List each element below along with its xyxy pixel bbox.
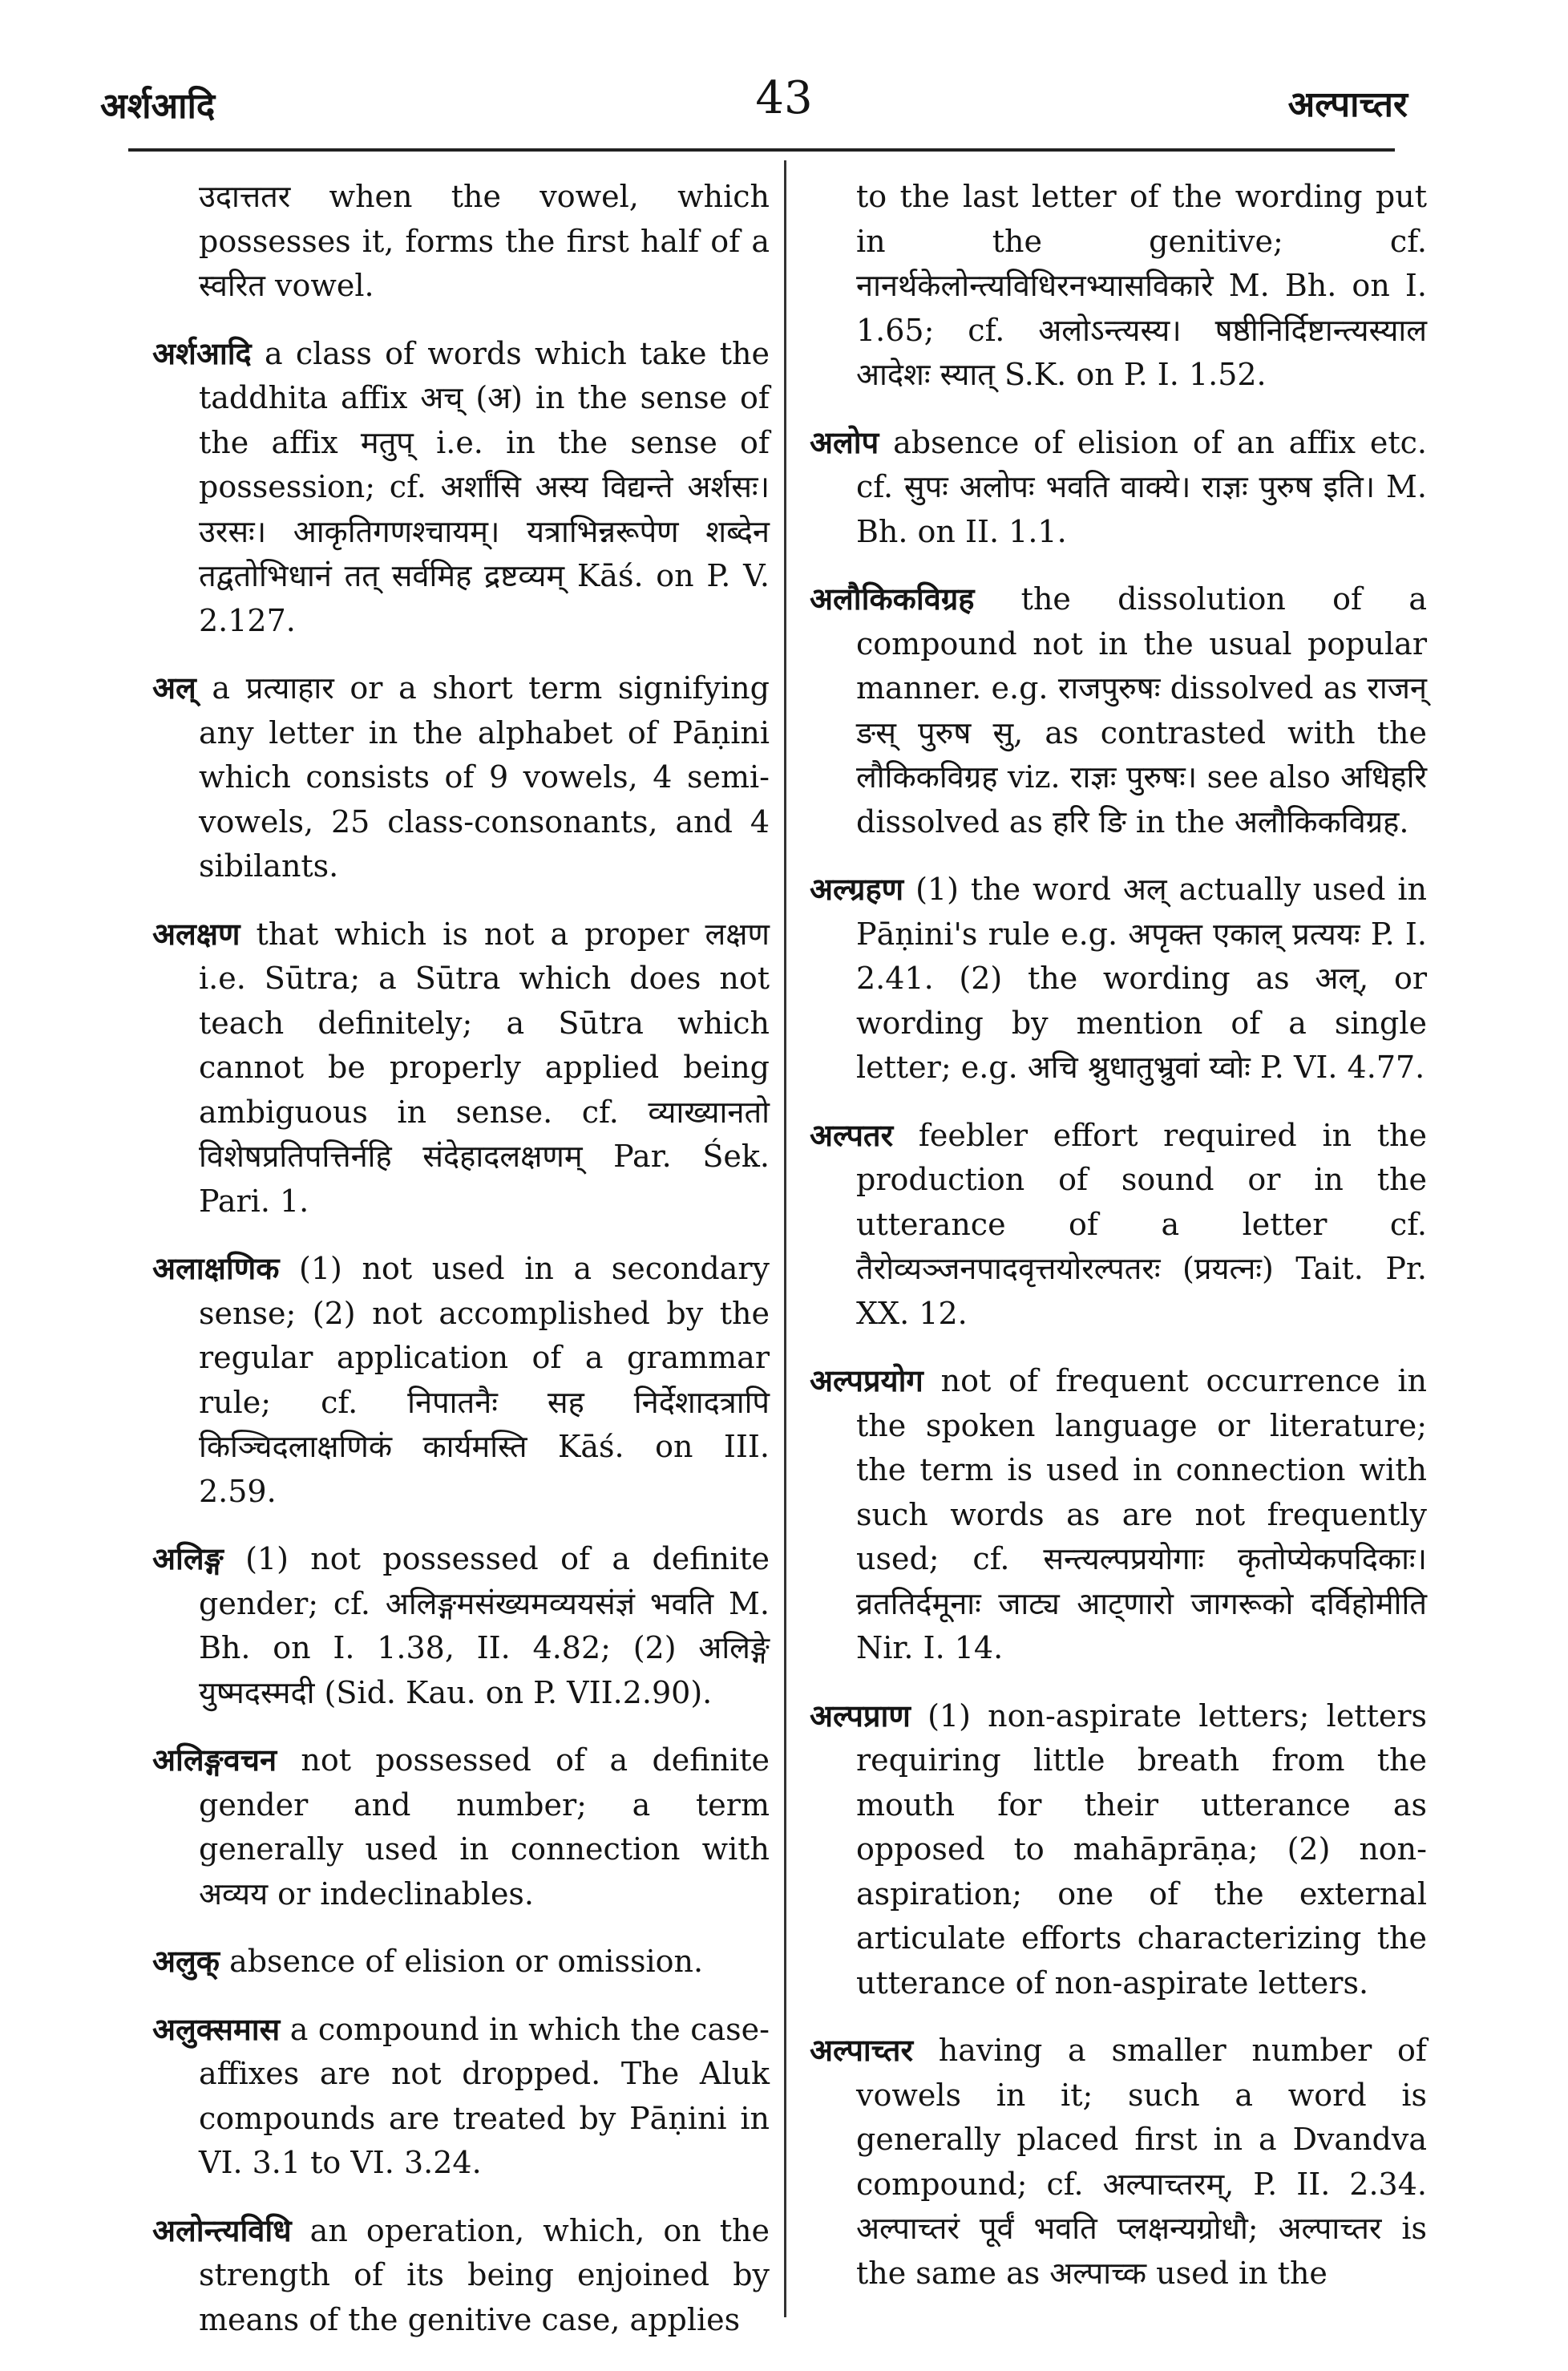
header-guide-word-left: अर्शआदि: [100, 86, 216, 127]
dictionary-entry: [152, 1738, 770, 1916]
entry-headword: अल्: [152, 670, 196, 706]
dictionary-entry: [152, 2007, 770, 2186]
entry-headword: अल्पप्रयोग: [810, 1362, 923, 1398]
entry-definition: the dissolution of a compound not in the usual popular manner. e.g. राजपुरुषः dissolved as राजन् ङस् पुरुष सु, as contrasted with the लौकिकविग्रह viz. राज्ञः पुरुषः। see also अधिहरि dissolved as हरि ङि in the अलौकिकविग्रह.: [856, 581, 1427, 840]
entry-headword: अलोप: [810, 423, 879, 460]
entry-headword: अलुक्: [152, 1943, 220, 1979]
entry-headword: अलोन्त्यविधि: [152, 2211, 292, 2248]
dictionary-entry: [810, 2028, 1427, 2296]
dictionary-entry: [810, 1113, 1427, 1337]
entry-headword: अलाक्षणिक: [152, 1250, 280, 1286]
entry-headword: अर्शआदि: [152, 334, 252, 371]
entry-definition: (1) not used in a secondary sense; (2) not accomplished by the regular application of a grammar rule; cf. निपातनैः सह निर्देशादत्रापि किञ्चिदलाक्षणिकं कार्यमस्ति Kāś. on III. 2.59.: [199, 1251, 770, 1509]
entry-headword: अलौकिकविग्रह: [810, 581, 975, 617]
header-rule: [128, 148, 1395, 152]
entry-definition: (1) the word अल् actually used in Pāṇini's rule e.g. अपृक्त एकाल् प्रत्ययः P. I. 2.41. (2) the wording as अल्, or wording by mention of a single letter; e.g. अचि श्नुधातुभ्रुवां य्वोः P. VI. 4.77.: [856, 872, 1427, 1085]
entry-definition: absence of elision of an affix etc. cf. सुपः अलोपः भवति वाक्ये। राज्ञः पुरुष इति। M. Bh. on II. 1.1.: [856, 424, 1427, 549]
page-header: [0, 72, 1568, 136]
entry-definition: an operation, which, on the strength of its being enjoined by means of the genitive case, applies: [199, 2212, 770, 2337]
dictionary-entry: [810, 420, 1427, 555]
dictionary-entry: [152, 912, 770, 1224]
entry-headword: अल्पतर: [810, 1116, 894, 1153]
dictionary-entry: [810, 1693, 1427, 2006]
entry-headword: अल्पाच्तर: [810, 2032, 914, 2068]
entry-headword: अलुक्समास: [152, 2010, 281, 2047]
entry-definition: having a smaller number of vowels in it; such a word is generally placed first in a Dvandva compound; cf. अल्पाच्तरम्, P. II. 2.34. अल्पाच्तरं पूर्वं भवति प्लक्षन्यग्रोधौ; अल्पाच्तर is the same as अल्पाच्क used in the: [856, 2033, 1427, 2291]
entry-definition: not possessed of a definite gender and number; a term generally used in connection with अव्यय or indeclinables.: [199, 1742, 770, 1912]
entry-definition: a प्रत्याहार or a short term signifying any letter in the alphabet of Pāṇini which consists of 9 vowels, 4 semi-vowels, 25 class-consonants, and 4 sibilants.: [196, 670, 770, 884]
entry-headword: अल्ग्रहण: [810, 871, 904, 907]
column-divider: [784, 160, 786, 2317]
dictionary-entry: [152, 1246, 770, 1514]
dictionary-entry: [152, 175, 770, 309]
entry-definition: that which is not a proper लक्षण i.e. Sūtra; a Sūtra which does not teach definitely; a Sūtra which cannot be properly applied being ambiguous in sense. cf. व्याख्यानतो विशेषप्रतिपत्तिर्नहि संदेहादलक्षणम् Par. Śek. Pari. 1.: [199, 916, 770, 1219]
entry-definition: absence of elision or omission.: [219, 1944, 704, 1979]
entry-definition: a class of words which take the taddhita affix अच् (अ) in the sense of the affix मतुप् i.e. in the sense of possession; cf. अर्शांसि अस्य विद्यन्ते अर्शसः। उरसः। आकृतिगणश्चायम्। यत्राभिन्नरूपेण शब्देन तद्वतोभिधानं तत् सर्वमिह द्रष्टव्यम् Kāś. on P. V. 2.127.: [199, 335, 770, 638]
dictionary-entry: [810, 867, 1427, 1090]
entry-definition: to the last letter of the wording put in the genitive; cf. नानर्थकेलोन्त्यविधिरनभ्यासविकारे M. Bh. on I. 1.65; cf. अलोऽन्त्यस्य। षष्ठीनिर्दिष्टान्त्यस्याल आदेशः स्यात् S.K. on P. I. 1.52.: [856, 179, 1427, 392]
entry-definition: a compound in which the case-affixes are not dropped. The Aluk compounds are treated by Pāṇini in VI. 3.1 to VI. 3.24.: [199, 2011, 770, 2180]
dictionary-entry: [152, 1939, 770, 1985]
header-guide-word-right: अल्पाच्तर: [1287, 84, 1408, 125]
entry-definition: (1) non-aspirate letters; letters requiring little breath from the mouth for their utterance as opposed to mahāprāṇa; (2) non-aspiration; one of the external articulate efforts characterizing the utterance of non-aspirate letters.: [856, 1697, 1427, 2001]
dictionary-entry: [810, 577, 1427, 844]
dictionary-entry: [152, 331, 770, 644]
entry-definition: not of frequent occurrence in the spoken language or literature; the term is used in connection with such words as are not frequently used; cf. सन्त्यल्पप्रयोगाः कृतोप्येकपदिकाः। व्रततिर्दमूनाः जाट्य आट्णारो जागरूको दर्विहोमीति Nir. I. 14.: [856, 1363, 1427, 1665]
entry-definition: (1) not possessed of a definite gender; cf. अलिङ्गमसंख्यमव्ययसंज्ञं भवति M. Bh. on I. 1.38, II. 4.82; (2) अलिङ्गे युष्मदस्मदी (Sid. Kau. on P. VII.2.90).: [199, 1541, 770, 1710]
entry-definition: feebler effort required in the production of sound or in the utterance of a letter cf. तैरोव्यञ्जनपादवृत्तयोरल्पतरः (प्रयत्नः) Tait. Pr. XX. 12.: [856, 1117, 1427, 1331]
dictionary-entry: [152, 1536, 770, 1715]
entry-headword: अलक्षण: [152, 915, 240, 952]
entry-headword: अलिङ्गवचन: [152, 1742, 277, 1778]
dictionary-entry: [810, 1358, 1427, 1671]
right-column: [810, 175, 1427, 2318]
entry-definition: उदात्ततर when the vowel, which possesses it, forms the first half of a स्वरित vowel.: [199, 179, 770, 303]
entry-headword: अलिङ्ग: [152, 1540, 224, 1576]
page-number: 43: [755, 72, 813, 124]
entry-headword: अल्पप्राण: [810, 1697, 911, 1734]
dictionary-entry: [152, 2208, 770, 2343]
left-column: [152, 175, 770, 2365]
dictionary-entry: [810, 175, 1427, 398]
dictionary-entry: [152, 666, 770, 889]
